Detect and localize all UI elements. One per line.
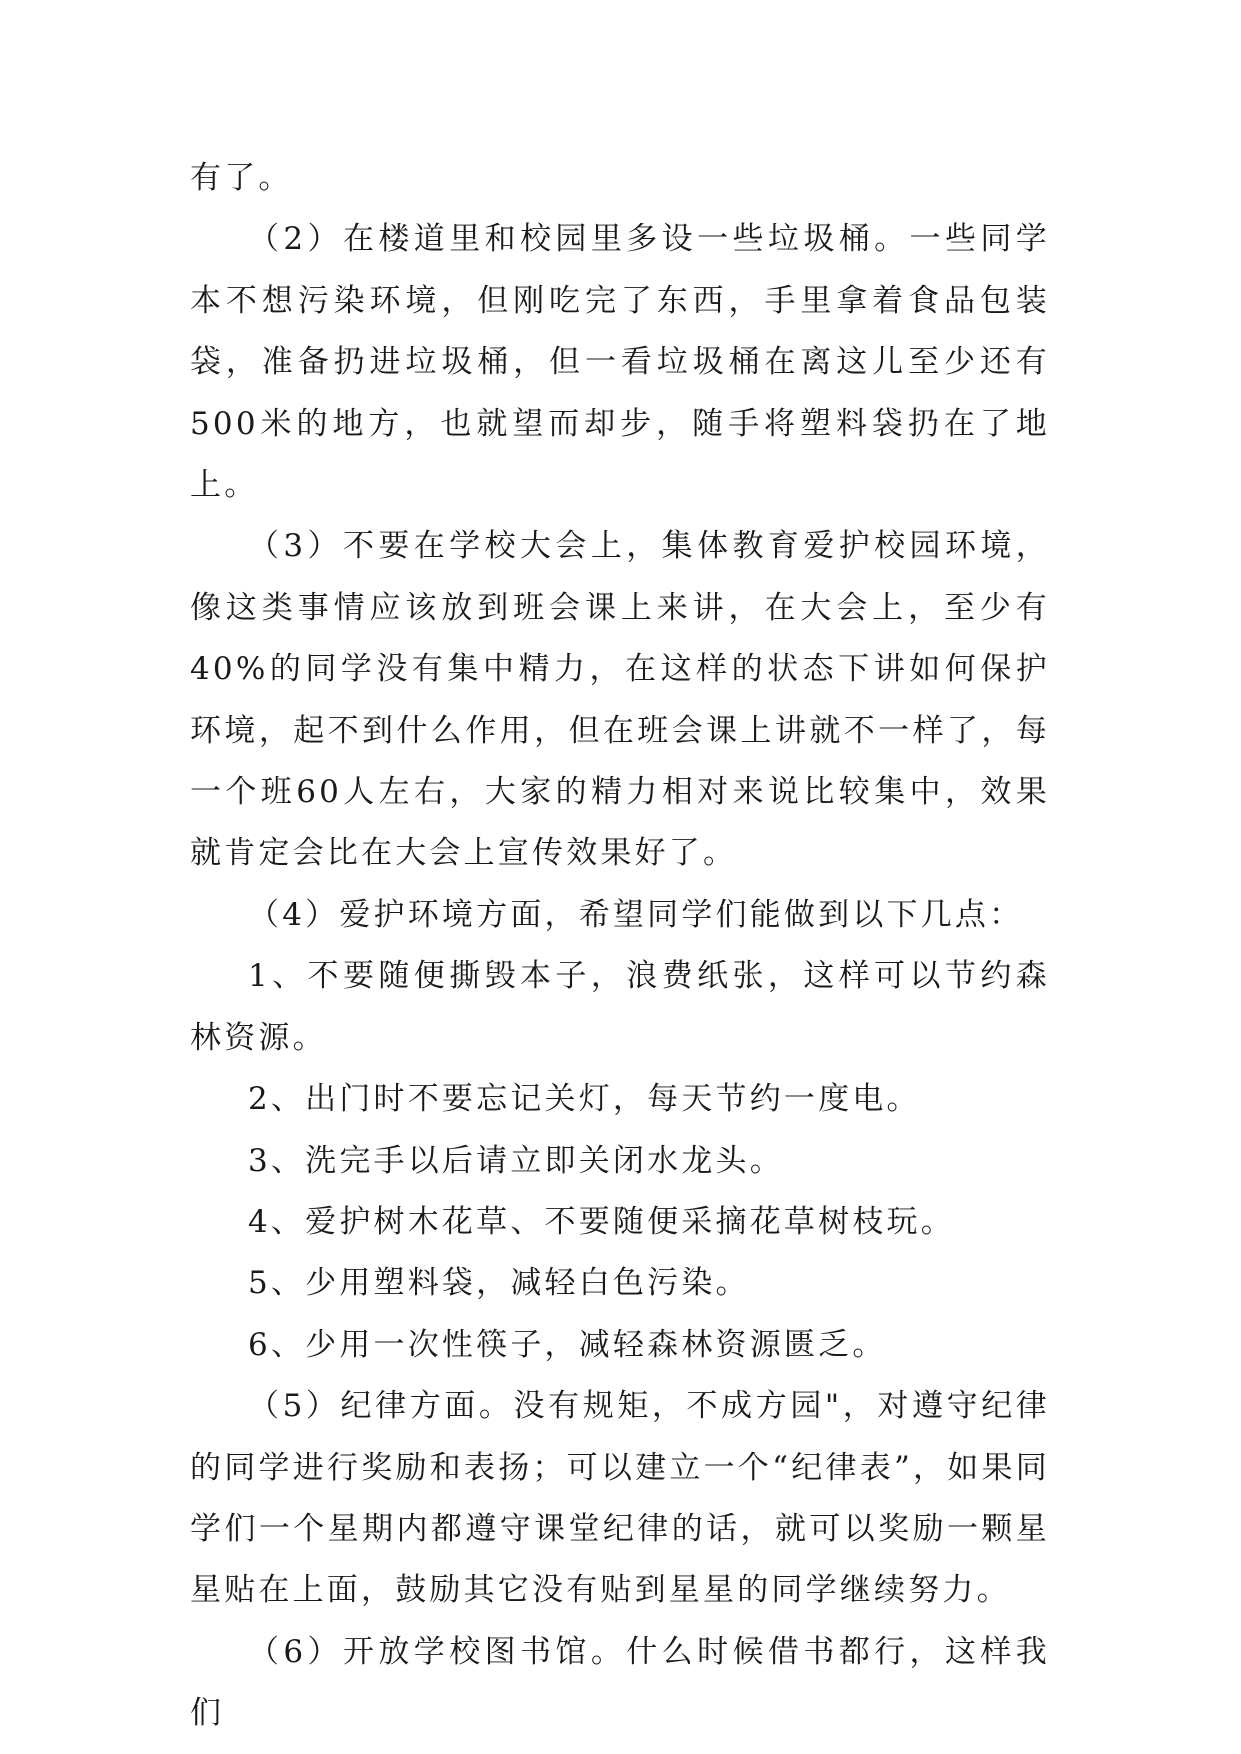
paragraph-item-6: （6）开放学校图书馆。什么时候借书都行，这样我们: [190, 1633, 1050, 1732]
paragraph-item-2: （2）在楼道里和校园里多设一些垃圾桶。一些同学本不想污染环境，但刚吃完了东西，手里拿着食品包装袋，准备扔进垃圾桶，但一看垃圾桶在离这儿至少还有500米的地方，也就望而却步，随手将塑料袋扔在了地上。: [190, 221, 1050, 504]
list-item-3: 3、洗完手以后请立即关闭水龙头。: [248, 1142, 784, 1179]
list-item-2: 2、出门时不要忘记关灯，每天节约一度电。: [248, 1081, 921, 1118]
paragraph-item-4: （4）爱护环境方面，希望同学们能做到以下几点：: [248, 896, 1024, 933]
list-item-5: 5、少用塑料袋，减轻白色污染。: [248, 1265, 750, 1302]
paragraph-item-5: （5）纪律方面。没有规矩，不成方园"，对遵守纪律的同学进行奖励和表扬；可以建立一个“纪律表”，如果同学们一个星期内都遵守课堂纪律的话，就可以奖励一颗星星贴在上面，鼓励其它没有贴到星星的同学继续努力。: [190, 1388, 1050, 1609]
document-body: [190, 148, 1050, 1745]
list-item-6: 6、少用一次性筷子，减轻森林资源匮乏。: [248, 1326, 887, 1363]
list-item-1: 1、不要随便撕毁本子，浪费纸张，这样可以节约森林资源。: [190, 958, 1050, 1056]
list-item-4: 4、爱护树木花草、不要随便采摘花草树枝玩。: [248, 1203, 955, 1240]
paragraph-item-3: （3）不要在学校大会上，集体教育爱护校园环境，像这类事情应该放到班会课上来讲，在大会上，至少有40%的同学没有集中精力，在这样的状态下讲如何保护环境，起不到什么作用，但在班会课上讲就不一样了，每一个班60人左右，大家的精力相对来说比较集中，效果就肯定会比在大会上宣传效果好了。: [190, 528, 1050, 872]
paragraph-continuation: 有了。: [190, 160, 293, 196]
